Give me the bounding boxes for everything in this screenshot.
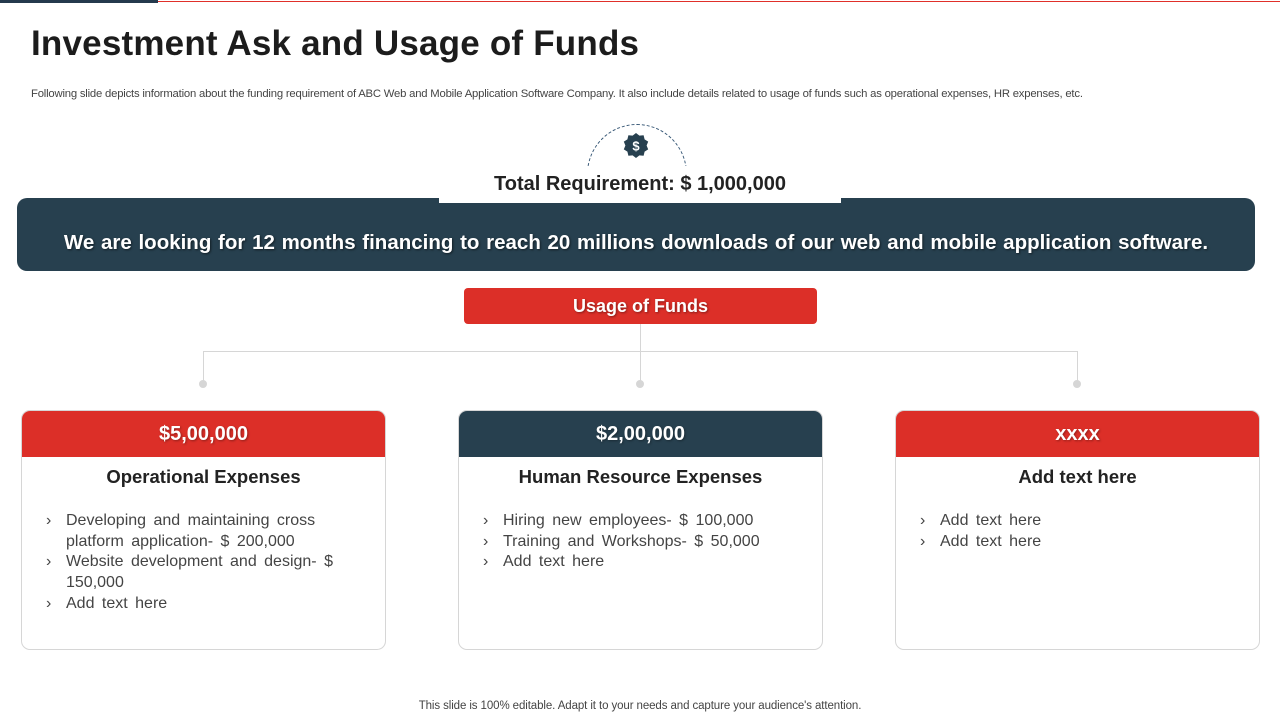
card-title: Add text here (1018, 466, 1137, 487)
card-title: Human Resource Expenses (518, 466, 763, 487)
bullet-item: › Add text here (46, 594, 345, 615)
dollar-badge-icon (622, 132, 650, 160)
connector-dot-right (1073, 380, 1081, 388)
connector-horizontal (203, 351, 1078, 352)
footer-note: This slide is 100% editable. Adapt it to your needs and capture your audience's attention. (418, 700, 862, 712)
bullet-list (22, 511, 385, 615)
total-requirement: Total Requirement: $ 1,000,000 (439, 166, 841, 203)
connector-dot-center (636, 380, 644, 388)
usage-of-funds-label: Usage of Funds (464, 288, 817, 324)
bullet-item: › Developing and maintaining cross platform application- $ 200,000 (46, 511, 345, 552)
svg-text:$: $ (632, 138, 640, 154)
bullet-item: › Add text here (920, 511, 1219, 532)
bullet-item: › Website development and design- $ 150,000 (46, 552, 345, 593)
banner-text: We are looking for 12 months financing to reach 20 millions downloads of our web and mobile application software. (63, 230, 1209, 254)
slide-title: Investment Ask and Usage of Funds (31, 24, 640, 63)
connector-dot-left (199, 380, 207, 388)
financing-banner (17, 198, 1255, 271)
bullet-item: › Add text here (483, 552, 782, 573)
card-amount: $2,00,000 (459, 411, 822, 457)
slide-subtitle: Following slide depicts information about the funding requirement of ABC Web and Mobile Application Software Company. It also include details related to usage of funds such as operational expenses, HR expenses, etc. (31, 88, 1083, 100)
card-amount: $5,00,000 (22, 411, 385, 457)
bullet-item: › Training and Workshops- $ 50,000 (483, 532, 782, 553)
connector-vertical-main (640, 324, 641, 384)
card-operational-expenses (21, 410, 386, 650)
bullet-item: › Add text here (920, 532, 1219, 553)
card-title: Operational Expenses (106, 466, 301, 487)
bullet-list (896, 511, 1259, 552)
card-add-text (895, 410, 1260, 650)
bullet-list (459, 511, 822, 573)
card-amount: xxxx (896, 411, 1259, 457)
bullet-item: › Hiring new employees- $ 100,000 (483, 511, 782, 532)
top-accent-bar-dark (0, 0, 158, 3)
top-accent-line-red (158, 1, 1280, 2)
card-human-resource-expenses (458, 410, 823, 650)
